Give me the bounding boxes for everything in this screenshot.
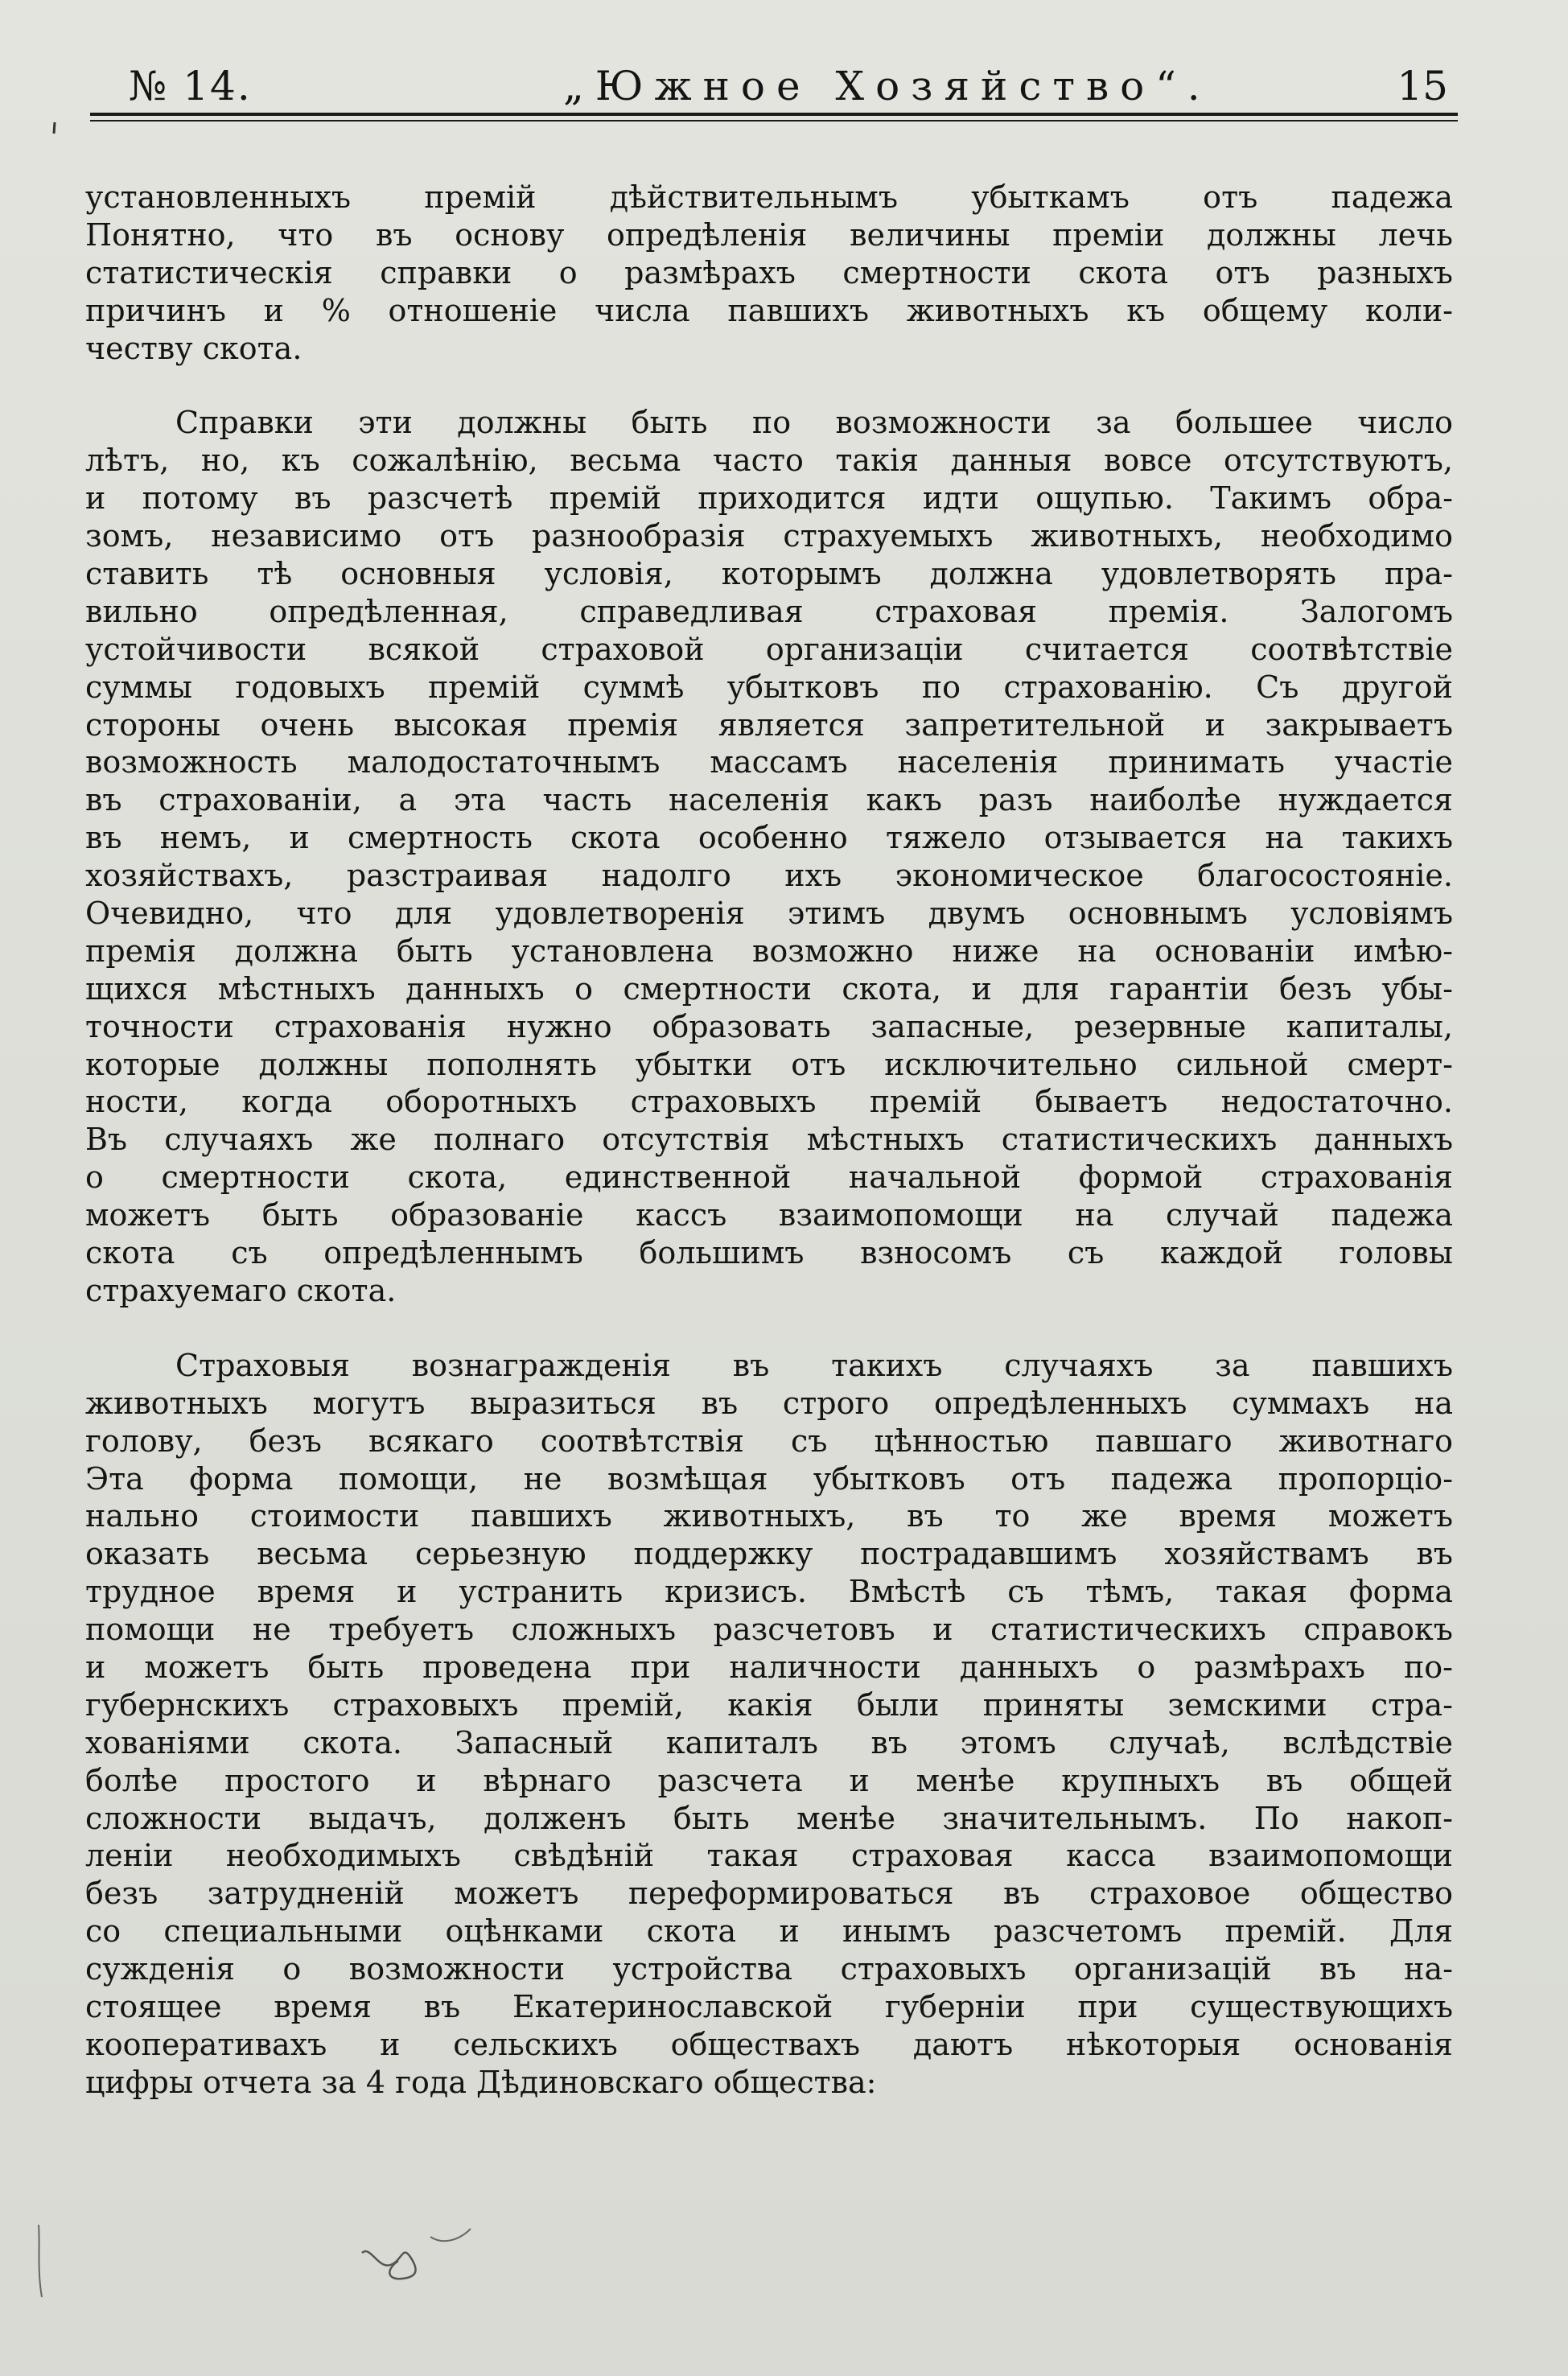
text-line: помощи не требуетъ сложныхъ разсчетовъ и статистическихъ справокъ — [85, 1612, 1453, 1648]
text-line: Справки эти должны быть по возможности за большее число — [175, 405, 1453, 441]
text-line: болѣе простого и вѣрнаго разсчета и менѣе крупныхъ въ общей — [85, 1762, 1453, 1798]
text-line: со специальными оцѣнками скота и инымъ разсчетомъ премій. Для — [85, 1913, 1453, 1950]
text-line: вильно опредѣленная, справедливая страховая премія. Залогомъ — [85, 593, 1453, 629]
margin-mark-left — [23, 2221, 55, 2301]
text-line: честву скота. — [85, 330, 302, 366]
text-line: леніи необходимыхъ свѣдѣній такая страховая касса взаимопомощи — [85, 1838, 1453, 1874]
running-header — [129, 58, 1448, 114]
text-line: цифры отчета за 4 года Дѣдиновскаго общества: — [85, 2064, 877, 2100]
text-line: Эта форма помощи, не возмѣщая убытковъ отъ падежа пропорціо- — [85, 1460, 1453, 1497]
text-line: щихся мѣстныхъ данныхъ о смертности скота, и для гарантіи безъ убы- — [85, 970, 1453, 1007]
text-line: въ страхованіи, а эта часть населенія какъ разъ наиболѣе нуждается — [85, 782, 1453, 818]
text-line: скота съ опредѣленнымъ большимъ взносомъ съ каждой головы — [85, 1235, 1453, 1271]
text-line: Очевидно, что для удовлетворенія этимъ двумъ основнымъ условіямъ — [85, 896, 1453, 932]
text-line: хованіями скота. Запасный капиталъ въ этомъ случаѣ, вслѣдствіе — [85, 1724, 1453, 1760]
text-line: причинъ и % отношеніе числа павшихъ животныхъ къ общему коли- — [85, 292, 1453, 328]
text-line: лѣтъ, но, къ сожалѣнію, весьма часто такія данныя вовсе отсутствуютъ, — [85, 443, 1453, 479]
text-line: страхуемаго скота. — [85, 1272, 397, 1308]
text-line: премія должна быть установлена возможно ниже на основаніи имѣю- — [85, 933, 1453, 969]
page-number: 15 — [1397, 63, 1448, 109]
text-line: Въ случаяхъ же полнаго отсутствія мѣстныхъ статистическихъ данныхъ — [85, 1122, 1453, 1158]
text-line: трудное время и устранить кризисъ. Вмѣстѣ съ тѣмъ, такая форма — [85, 1574, 1453, 1610]
text-line: установленныхъ премій дѣйствительнымъ убыткамъ отъ падежа — [85, 179, 1453, 215]
text-line: стоящее время въ Екатеринославской губерніи при существующихъ — [85, 1988, 1453, 2024]
text-line: оказать весьма серьезную поддержку пострадавшимъ хозяйствамъ въ — [85, 1536, 1453, 1572]
text-line: животныхъ могутъ выразиться въ строго опредѣленныхъ суммахъ на — [85, 1385, 1453, 1421]
paragraph-gap — [85, 1310, 1453, 1347]
text-line: ставить тѣ основныя условія, которымъ должна удовлетворять пра- — [85, 556, 1453, 592]
text-line: губернскихъ страховыхъ премій, какія были приняты земскими стра- — [85, 1686, 1453, 1723]
text-line: статистическія справки о размѣрахъ смертности скота отъ разныхъ — [85, 254, 1453, 290]
paragraph-gap — [85, 367, 1453, 404]
text-line: и можетъ быть проведена при наличности данныхъ о размѣрахъ по- — [85, 1649, 1453, 1685]
text-line: сложности выдачъ, долженъ быть менѣе значительнымъ. По накоп- — [85, 1800, 1453, 1836]
paragraph — [85, 179, 1453, 367]
issue-number: № 14. — [129, 63, 252, 109]
text-line: сужденія о возможности устройства страховыхъ организацій въ на- — [85, 1951, 1453, 1987]
text-line: ности, когда оборотныхъ страховыхъ премій бываетъ недостаточно. — [85, 1084, 1453, 1120]
text-line: голову, безъ всякаго соотвѣтствія съ цѣнностью павшаго животнаго — [85, 1423, 1453, 1459]
text-line: стороны очень высокая премія является запретительной и закрываетъ — [85, 706, 1453, 743]
paragraph — [85, 1347, 1453, 2102]
margin-dot — [50, 121, 60, 137]
header-rule-thick — [90, 113, 1458, 116]
text-line: безъ затрудненій можетъ переформироваться въ страховое общество — [85, 1876, 1453, 1912]
text-line: въ немъ, и смертность скота особенно тяжело отзывается на такихъ — [85, 820, 1453, 856]
header-rule-thin — [90, 120, 1458, 121]
paragraph — [85, 404, 1453, 1309]
text-line: устойчивости всякой страховой организаціи считается соотвѣтствіе — [85, 631, 1453, 667]
text-line: зомъ, независимо отъ разнообразія страхуемыхъ животныхъ, необходимо — [85, 518, 1453, 554]
text-line: и потому въ разсчетѣ премій приходится идти ощупью. Такимъ обра- — [85, 480, 1453, 517]
text-line: Понятно, что въ основу опредѣленія величины преміи должны лечь — [85, 216, 1453, 253]
text-line: точности страхованія нужно образовать запасные, резервные капиталы, — [85, 1008, 1453, 1044]
text-line: можетъ быть образованіе кассъ взаимопомощи на случай падежа — [85, 1197, 1453, 1233]
text-line: о смертности скота, единственной начальной формой страхованія — [85, 1159, 1453, 1196]
journal-title: „Южное Хозяйство“. — [563, 63, 1212, 109]
text-line: нально стоимости павшихъ животныхъ, въ то же время можетъ — [85, 1498, 1453, 1534]
text-line: Страховыя вознагражденія въ такихъ случаяхъ за павшихъ — [175, 1347, 1453, 1383]
text-line: хозяйствахъ, разстраивая надолго ихъ экономическое благосостояніе. — [85, 858, 1453, 894]
text-line: возможность малодостаточнымъ массамъ населенія принимать участіе — [85, 744, 1453, 780]
text-line: которые должны пополнять убытки отъ исключительно сильной смерт- — [85, 1046, 1453, 1082]
text-line: суммы годовыхъ премій суммѣ убытковъ по страхованію. Съ другой — [85, 669, 1453, 705]
pencil-scribble — [354, 2221, 483, 2293]
body-text — [85, 179, 1453, 2102]
text-line: кооперативахъ и сельскихъ обществахъ даютъ нѣкоторыя основанія — [85, 2026, 1453, 2062]
